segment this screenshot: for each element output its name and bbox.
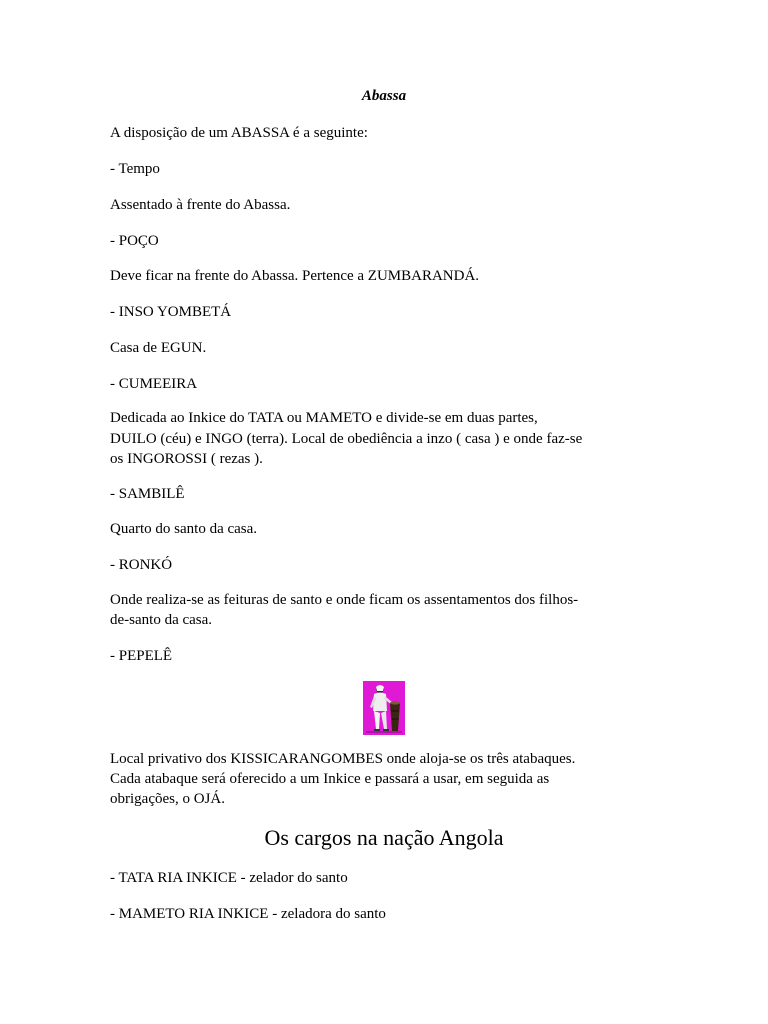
item-desc-inso-yombeta: Casa de EGUN. [110,340,207,356]
item-desc-tempo: Assentado à frente do Abassa. [110,197,291,213]
document-title: Abassa [361,88,407,104]
intro-paragraph: A disposição de um ABASSA é a seguinte: [110,125,368,141]
item-desc-ronko-line-1: Onde realiza-se as feituras de santo e onde ficam os assentamentos dos filhos- [110,592,579,608]
item-desc-pepele-line-1: Local privativo dos KISSICARANGOMBES onde aloja-se os três atabaques. [110,751,576,767]
item-desc-ronko-line-2: de-santo da casa. [110,612,213,628]
drummer-figure-image [363,681,405,735]
item-desc-cumeeira-line-2: DUILO (céu) e INGO (terra). Local de obediência a inzo ( casa ) e onde faz-se [110,431,583,447]
item-term-cumeeira: - CUMEEIRA [110,376,198,392]
item-desc-pepele-line-2: Cada atabaque será oferecido a um Inkice e passará a usar, em seguida as [110,771,550,787]
item-desc-cumeeira-line-1: Dedicada ao Inkice do TATA ou MAMETO e divide-se em duas partes, [110,410,538,426]
item-term-inso-yombeta: - INSO YOMBETÁ [110,304,232,320]
item-term-sambile: - SAMBILÊ [110,486,185,502]
item-desc-sambile: Quarto do santo da casa. [110,521,258,537]
cargo-item-mameto: - MAMETO RIA INKICE - zeladora do santo [110,906,386,922]
item-desc-cumeeira-line-3: os INGOROSSI ( rezas ). [110,451,263,467]
item-term-pepele: - PEPELÊ [110,648,173,664]
item-term-poco: - POÇO [110,233,159,249]
item-desc-poco: Deve ficar na frente do Abassa. Pertence a ZUMBARANDÁ. [110,268,480,284]
drummer-figure-icon [363,681,405,735]
cargo-item-tata: - TATA RIA INKICE - zelador do santo [110,870,348,886]
item-term-ronko: - RONKÓ [110,557,173,573]
item-term-tempo: - Tempo [110,161,160,177]
item-desc-pepele-line-3: obrigações, o OJÁ. [110,791,225,807]
section-heading-cargos: Os cargos na nação Angola [264,825,504,850]
